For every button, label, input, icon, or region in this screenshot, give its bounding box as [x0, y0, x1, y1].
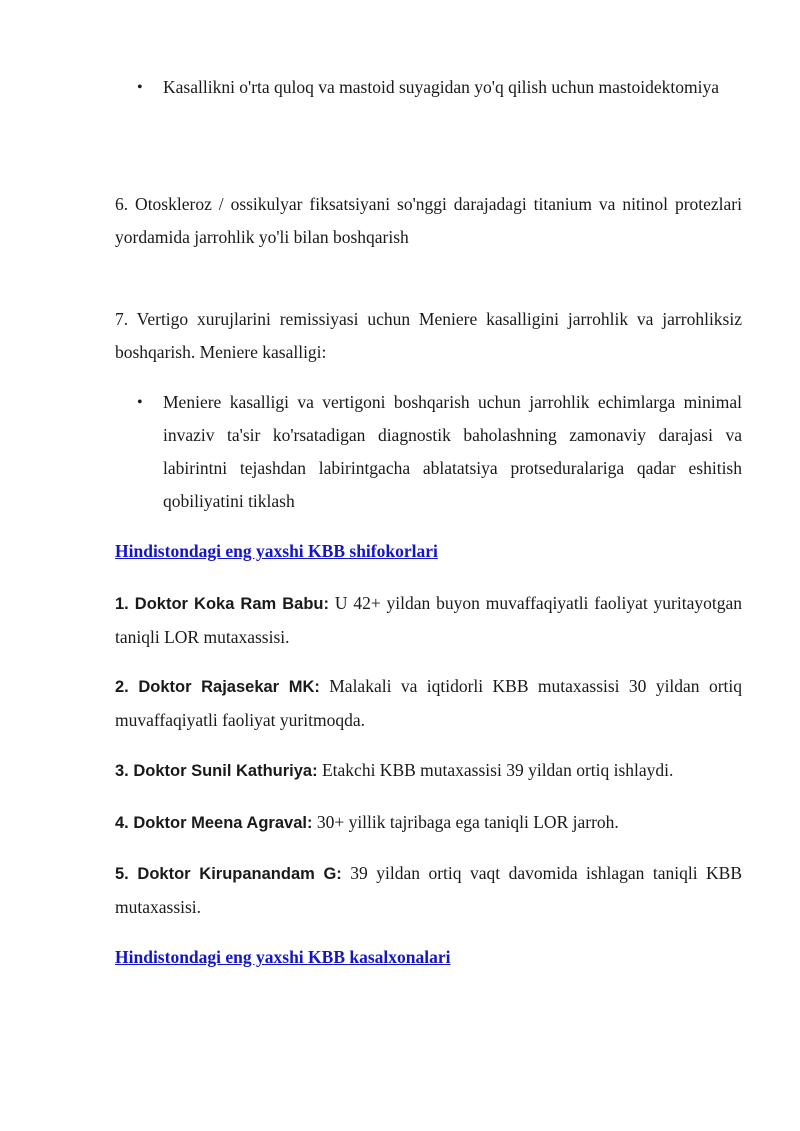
- paragraph-item-7: 7. Vertigo xurujlarini remissiyasi uchun Meniere kasalligini jarrohlik va jarrohliksiz boshqarish. Meniere kasalligi:: [115, 309, 742, 362]
- doctor-entry-2: [115, 670, 742, 737]
- doctor-entry-4: [115, 806, 742, 840]
- doctor-description: 39 yildan ortiq vaqt davomida ishlagan taniqli KBB mutaxassisi.: [115, 863, 742, 917]
- doctor-description: Malakali va iqtidorli KBB mutaxassisi 30 yildan ortiq muvaffaqiyatli faoliyat yuritmoqda.: [115, 676, 742, 730]
- doctor-name: 4. Doktor Meena Agraval:: [115, 814, 313, 832]
- paragraph-item-6: 6. Otoskleroz / ossikulyar fiksatsiyani so'nggi darajadagi titanium va nitinol protezlari yordamida jarrohlik yo'li bilan boshqarish: [115, 194, 742, 247]
- doctor-entry-3: [115, 754, 742, 788]
- bullet-list-mastoid: [115, 71, 742, 104]
- doctor-description: U 42+ yildan buyon muvaffaqiyatli faoliyat yuritayotgan taniqli LOR mutaxassisi.: [115, 593, 742, 647]
- bullet-list-meniere: [115, 386, 742, 518]
- doctor-name: 5. Doktor Kirupanandam G:: [115, 865, 342, 883]
- doctor-entry-5: [115, 857, 742, 924]
- hospitals-heading-link[interactable]: Hindistondagi eng yaxshi KBB kasalxonalari: [115, 947, 451, 967]
- hospitals-heading: [115, 941, 742, 974]
- doctor-entry-1: [115, 587, 742, 654]
- list-item: • Kasallikni o'rta quloq va mastoid suyagidan yo'q qilish uchun mastoidektomiya: [115, 71, 742, 104]
- doctors-heading: [115, 535, 742, 568]
- doctor-description: 30+ yillik tajribaga ega taniqli LOR jarroh.: [312, 812, 619, 832]
- doctor-description: Etakchi KBB mutaxassisi 39 yildan ortiq ishlaydi.: [317, 760, 674, 780]
- doctors-heading-link[interactable]: Hindistondagi eng yaxshi KBB shifokorlari: [115, 541, 438, 561]
- doctor-name: 2. Doktor Rajasekar MK:: [115, 678, 320, 696]
- doctor-name: 3. Doktor Sunil Kathuriya:: [115, 762, 318, 780]
- doctor-name: 1. Doktor Koka Ram Babu:: [115, 595, 329, 613]
- list-item: • Meniere kasalligi va vertigoni boshqarish uchun jarrohlik echimlarga minimal invaziv ta'sir ko'rsatadigan diagnostik baholashning zamonaviy darajasi va labirintni tejashdan labirintgacha ablatatsiya protseduralariga qadar eshitish qobiliyatini tiklash: [115, 386, 742, 518]
